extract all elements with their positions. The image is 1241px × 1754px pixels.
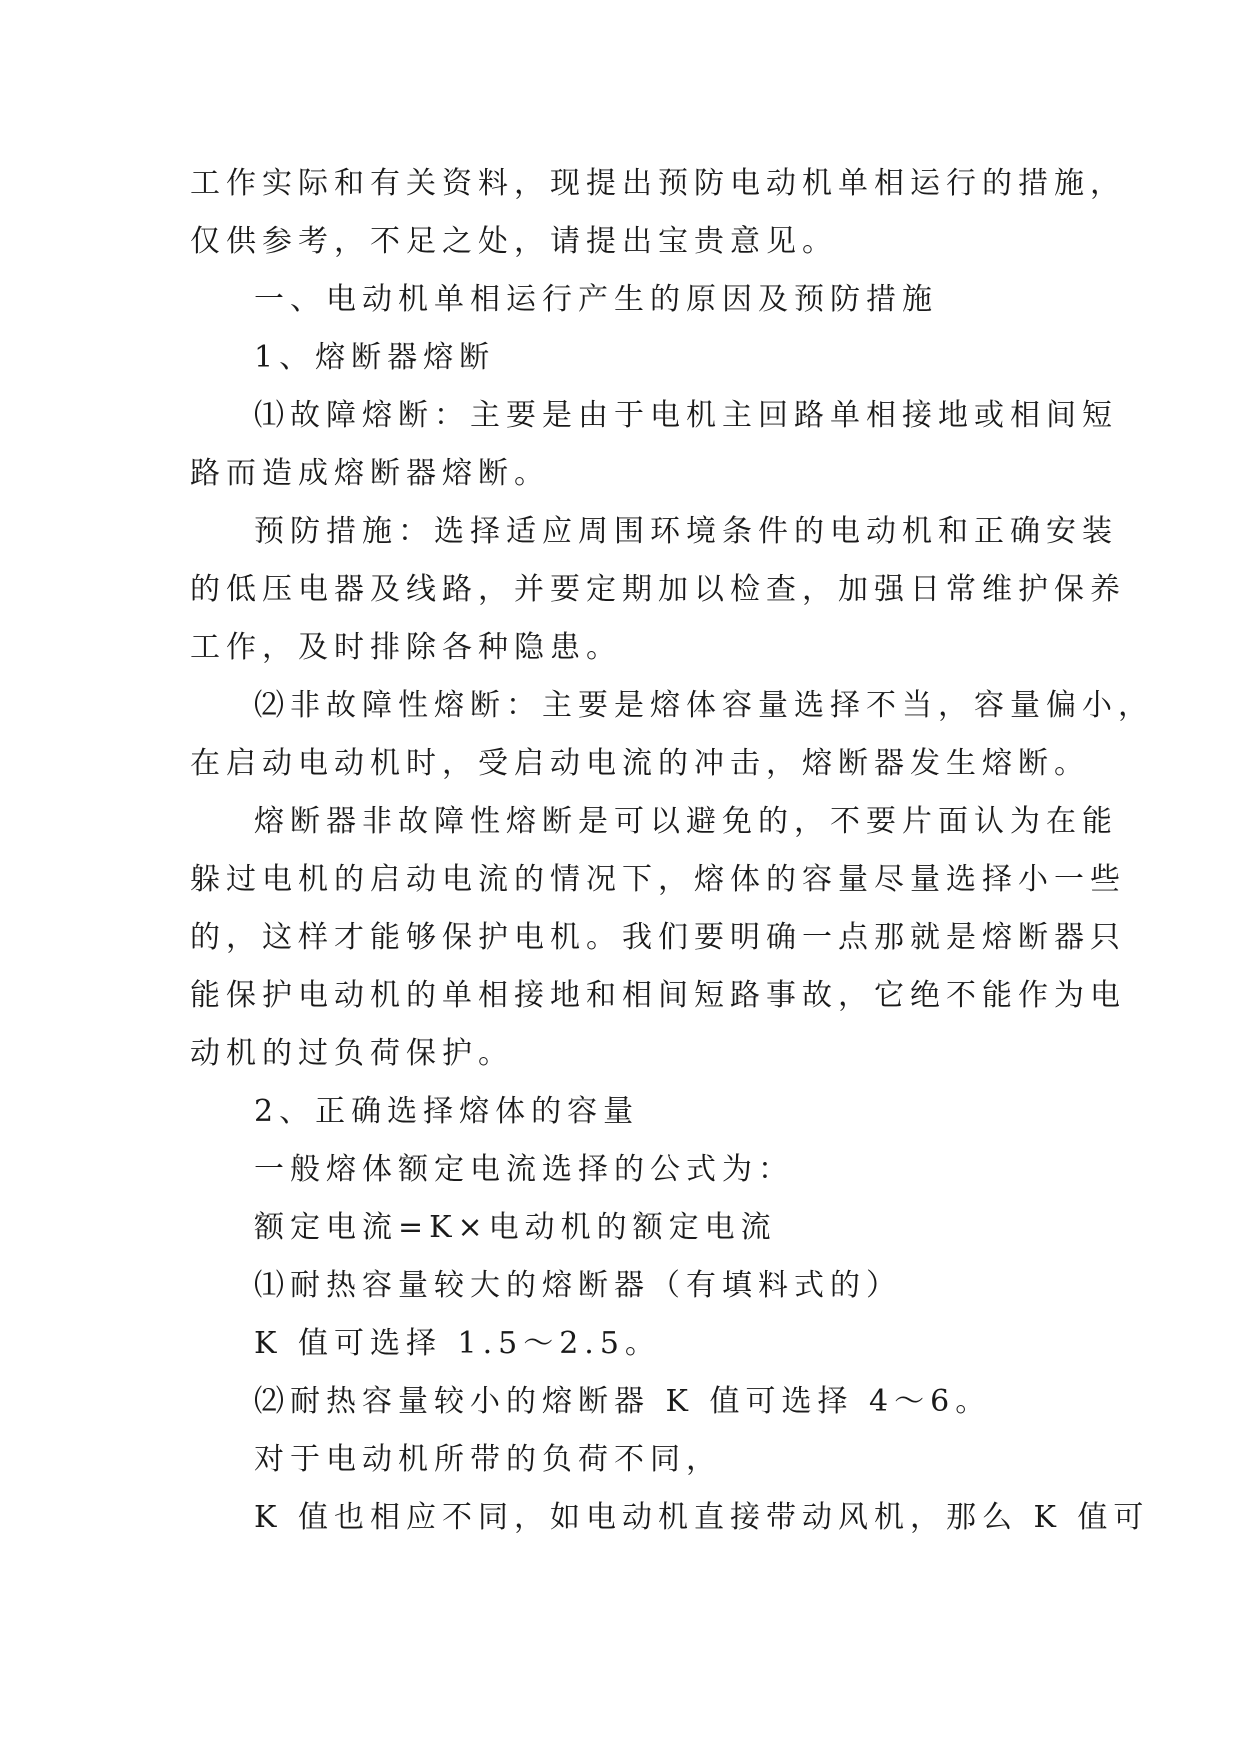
text-line: 的，这样才能够保护电机。我们要明确一点那就是熔断器只 [190,920,1126,955]
text-line: 路而造成熔断器熔断。 [190,456,550,491]
subsection-heading: 2、正确选择熔体的容量 [254,1094,640,1129]
text-line: 在启动电动机时，受启动电流的冲击，熔断器发生熔断。 [190,746,1090,781]
text-line: 工作实际和有关资料，现提出预防电动机单相运行的措施， [190,166,1126,201]
text-line: 工作，及时排除各种隐患。 [190,630,622,665]
section-heading: 一、电动机单相运行产生的原因及预防措施 [254,282,938,317]
text-line: 熔断器非故障性熔断是可以避免的，不要片面认为在能 [254,804,1118,839]
text-line: 能保护电动机的单相接地和相间短路事故，它绝不能作为电 [190,978,1126,1013]
formula-line: 额定电流=K×电动机的额定电流 [254,1210,777,1245]
text-line: ⑴耐热容量较大的熔断器（有填料式的） [254,1268,902,1303]
text-line: 的低压电器及线路，并要定期加以检查，加强日常维护保养 [190,572,1126,607]
text-line: 躲过电机的启动电流的情况下，熔体的容量尽量选择小一些 [190,862,1126,897]
subsection-heading: 1、熔断器熔断 [254,340,496,375]
text-line: 仅供参考，不足之处，请提出宝贵意见。 [190,224,838,259]
text-line: ⑵非故障性熔断：主要是熔体容量选择不当，容量偏小， [254,688,1154,723]
text-line: 动机的过负荷保护。 [190,1036,514,1071]
text-line: 对于电动机所带的负荷不同， [254,1442,722,1477]
text-line: 一般熔体额定电流选择的公式为： [254,1152,794,1187]
text-line: ⑴故障熔断：主要是由于电机主回路单相接地或相间短 [254,398,1118,433]
text-line: ⑵耐热容量较小的熔断器 K 值可选择 4～6。 [254,1384,992,1419]
text-line: K 值可选择 1.5～2.5。 [254,1326,661,1361]
text-line: K 值也相应不同，如电动机直接带动风机，那么 K 值可 [254,1500,1150,1535]
document-body [190,162,1154,1554]
text-line: 预防措施：选择适应周围环境条件的电动机和正确安装 [254,514,1118,549]
